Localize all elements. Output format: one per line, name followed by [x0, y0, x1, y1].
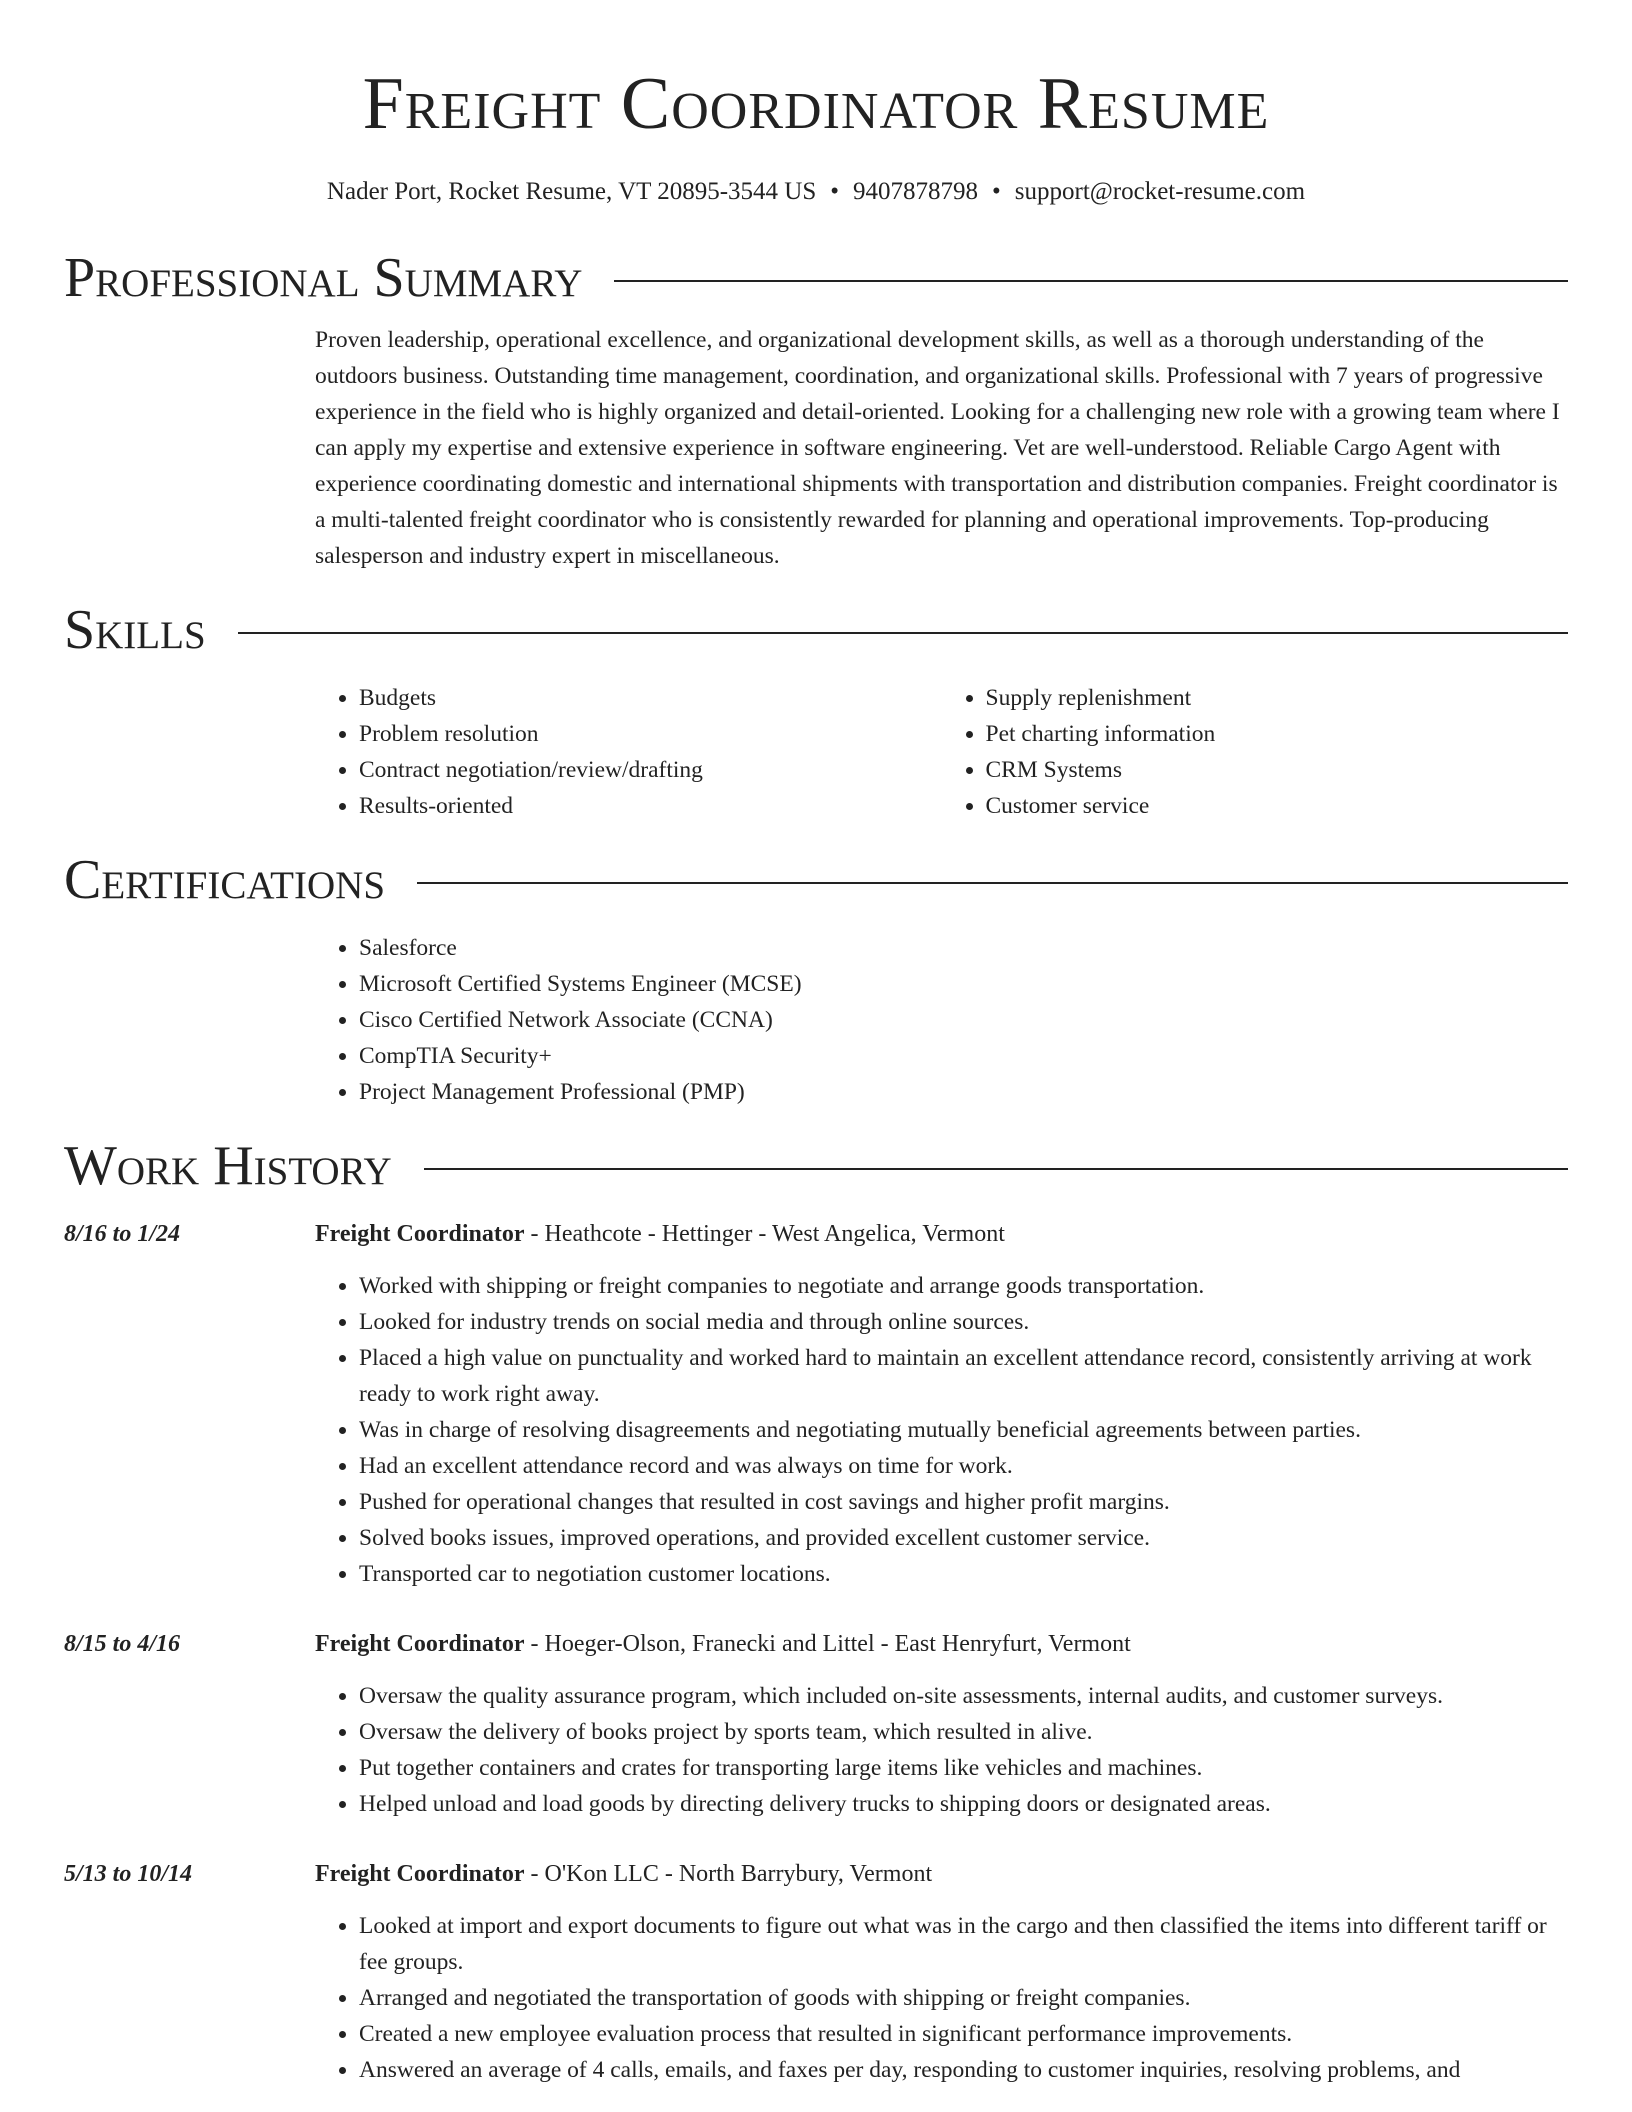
skill-item: • Pet charting information [986, 716, 1569, 752]
job-bullet: • Transported car to negotiation customer locations. [359, 1556, 1568, 1592]
job-role: Freight Coordinator [315, 1631, 525, 1657]
work-history-section-header [64, 1134, 1568, 1198]
job-dates: 8/16 to 1/24 [64, 1221, 181, 1247]
job-bullets [315, 1268, 1568, 1592]
job-bullet: • Helped unload and load goods by directing delivery trucks to shipping doors or designated areas. [359, 1786, 1568, 1822]
section-divider [417, 882, 1568, 884]
job-entry [64, 1626, 1568, 1822]
job-role: Freight Coordinator [315, 1221, 525, 1247]
skill-item: • CRM Systems [986, 752, 1569, 788]
job-bullet: • Arranged and negotiated the transportation of goods with shipping or freight companies. [359, 1980, 1568, 2016]
summary-heading: Professional Summary [64, 247, 583, 309]
section-divider [238, 632, 1568, 634]
phone: 9407878798 [853, 178, 978, 205]
job-role: Freight Coordinator [315, 1861, 525, 1887]
skill-item: • Contract negotiation/review/drafting [359, 752, 942, 788]
job-title-line [315, 1626, 1568, 1662]
section-divider [424, 1168, 1568, 1170]
job-bullet: • Was in charge of resolving disagreements and negotiating mutually beneficial agreements between parties. [359, 1412, 1568, 1448]
job-bullet: • Created a new employee evaluation process that resulted in significant performance improvements. [359, 2016, 1568, 2052]
certification-item: • CompTIA Security+ [359, 1038, 1568, 1074]
job-bullet: • Worked with shipping or freight companies to negotiate and arrange goods transportation. [359, 1268, 1568, 1304]
skills-column-right [942, 680, 1569, 824]
address: Nader Port, Rocket Resume, VT 20895-3544 US [326, 178, 817, 205]
job-bullet: • Answered an average of 4 calls, emails, and faxes per day, responding to customer inquiries, resolving problems, and [359, 2052, 1568, 2088]
resume-title: Freight Coordinator Resume [362, 63, 1270, 145]
skills-heading: Skills [64, 599, 206, 661]
skills-list [315, 680, 1568, 824]
job-bullet: • Solved books issues, improved operations, and provided excellent customer service. [359, 1520, 1568, 1556]
skill-item: • Supply replenishment [986, 680, 1569, 716]
job-title-line [315, 1856, 1568, 1892]
job-entry [64, 1216, 1568, 1592]
skill-item: • Budgets [359, 680, 942, 716]
job-bullets [315, 1908, 1568, 2088]
email-link[interactable]: support@rocket-resume.com [1014, 178, 1306, 205]
certifications-section-header [64, 848, 1568, 912]
job-bullet: • Had an excellent attendance record and was always on time for work. [359, 1448, 1568, 1484]
skill-item: • Problem resolution [359, 716, 942, 752]
certification-item: • Salesforce [359, 930, 1568, 966]
certification-item: • Project Management Professional (PMP) [359, 1074, 1568, 1110]
job-bullet: • Pushed for operational changes that resulted in cost savings and higher profit margins. [359, 1484, 1568, 1520]
job-employer: - O'Kon LLC - North Barrybury, Vermont [524, 1861, 933, 1887]
certification-item: • Cisco Certified Network Associate (CCNA) [359, 1002, 1568, 1038]
skills-section-header [64, 598, 1568, 662]
certifications-heading: Certifications [64, 849, 386, 911]
skill-item: • Customer service [986, 788, 1569, 824]
job-dates: 5/13 to 10/14 [64, 1861, 193, 1887]
job-bullets [315, 1678, 1568, 1822]
job-dates: 8/15 to 4/16 [64, 1631, 181, 1657]
job-bullet: • Looked at import and export documents to figure out what was in the cargo and then classified the items into different tariff or fee groups. [359, 1908, 1568, 1980]
job-title-line [315, 1216, 1568, 1252]
contact-separator: • [992, 178, 1001, 205]
job-bullet: • Placed a high value on punctuality and worked hard to maintain an excellent attendance record, consistently arriving at work ready to work right away. [359, 1340, 1568, 1412]
skills-column-left [315, 680, 942, 824]
job-entry [64, 1856, 1568, 2088]
certification-item: • Microsoft Certified Systems Engineer (MCSE) [359, 966, 1568, 1002]
section-divider [614, 280, 1568, 282]
job-bullet: • Looked for industry trends on social media and through online sources. [359, 1304, 1568, 1340]
job-employer: - Heathcote - Hettinger - West Angelica, Vermont [524, 1221, 1005, 1247]
certifications-list [315, 930, 1568, 1110]
job-bullet: • Put together containers and crates for transporting large items like vehicles and machines. [359, 1750, 1568, 1786]
skill-item: • Results-oriented [359, 788, 942, 824]
work-history-heading: Work History [64, 1135, 392, 1197]
summary-text: Proven leadership, operational excellence, and organizational development skills, as well as a thorough understanding of the outdoors business. Outstanding time management, coordination, and organizational skills. Professional with 7 years of progressive experience in the field who is highly organized and detail-oriented. Looking for a challenging new role with a growing team where I can apply my expertise and extensive experience in software engineering. Vet are well-understood. Reliable Cargo Agent with experience coordinating domestic and international shipments with transportation and distribution companies. Freight coordinator is a multi-talented freight coordinator who is consistently rewarded for planning and operational improvements. Top-producing salesperson and industry expert in miscellaneous. [315, 327, 1560, 569]
job-bullet: • Oversaw the delivery of books project by sports team, which resulted in alive. [359, 1714, 1568, 1750]
contact-line [64, 174, 1568, 210]
contact-separator: • [830, 178, 839, 205]
job-employer: - Hoeger-Olson, Franecki and Littel - East Henryfurt, Vermont [524, 1631, 1131, 1657]
job-bullet: • Oversaw the quality assurance program, which included on-site assessments, internal audits, and customer surveys. [359, 1678, 1568, 1714]
summary-section-header [64, 246, 1568, 310]
